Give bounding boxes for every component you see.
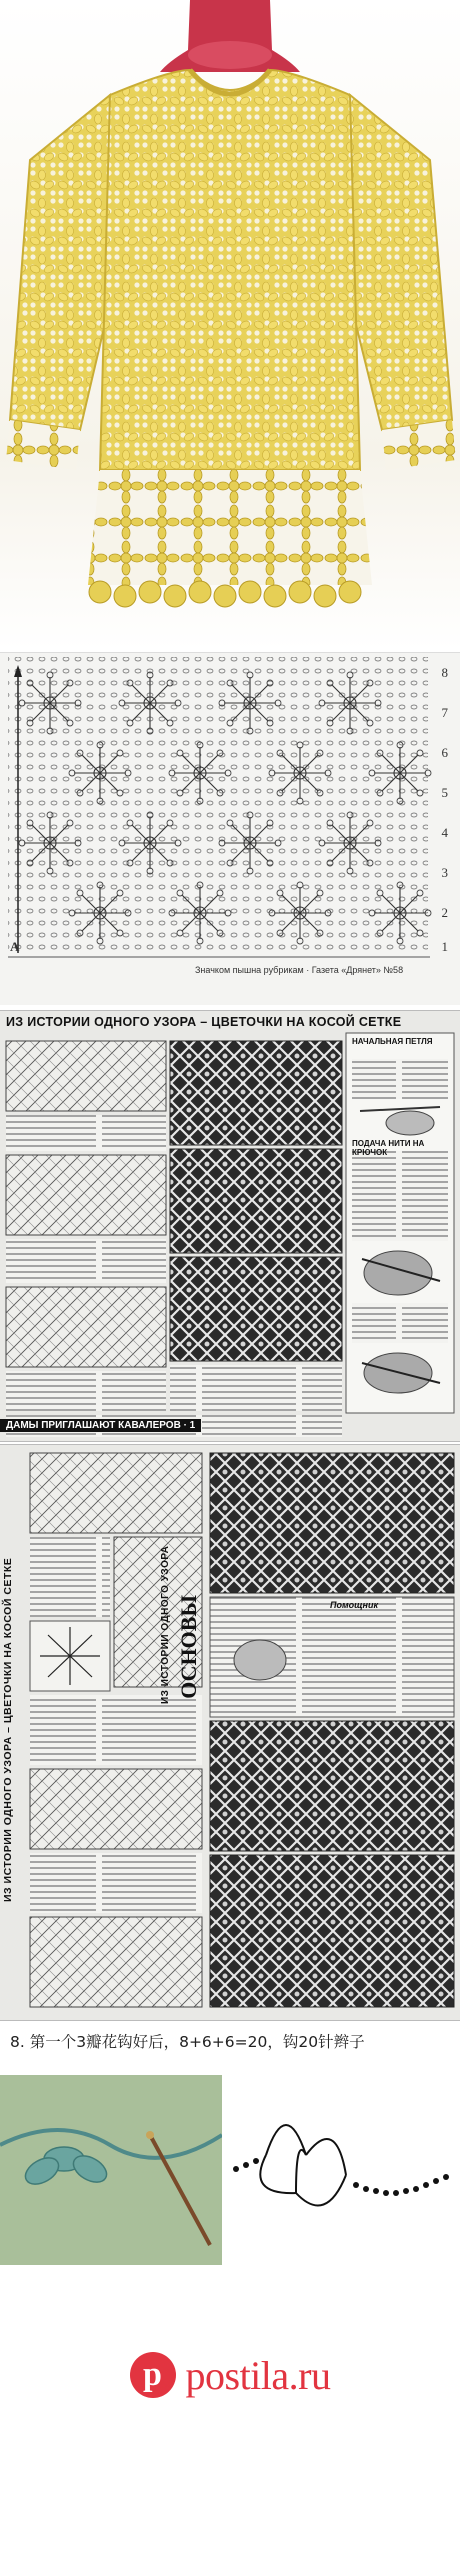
chart-caption: Значком пышна рубрикам · Газета «Дрянет» №58	[195, 965, 404, 975]
crochet-progress-photo	[0, 2075, 222, 2265]
row-number: 5	[441, 785, 448, 800]
site-logo-band	[0, 2340, 460, 2575]
hand-illustration	[234, 1640, 286, 1680]
section-badge: ОСНОВЫ	[176, 1595, 201, 1699]
bottom-section	[0, 2075, 460, 2575]
product-photo	[0, 0, 460, 650]
vertical-title-inner: ИЗ ИСТОРИИ ОДНОГО УЗОРА	[160, 1545, 171, 1705]
site-logo[interactable]	[115, 2340, 345, 2410]
vertical-title: ИЗ ИСТОРИИ ОДНОГО УЗОРА – ЦВЕТОЧКИ НА КОСОЙ СЕТКЕ	[2, 1455, 26, 2005]
flower-motif-chart	[0, 653, 460, 1005]
row-number: 7	[441, 705, 448, 720]
row-number: 1	[441, 939, 448, 954]
row-number: 2	[441, 905, 448, 920]
crochet-top-illustration	[0, 0, 460, 650]
logo-text: postila.ru	[185, 2352, 331, 2398]
magazine-page-2	[0, 1444, 460, 2021]
row-number: 8	[441, 665, 448, 680]
insert-heading: Помощник	[330, 1600, 379, 1610]
side-heading: НАЧАЛЬНАЯ ПЕТЛЯ	[352, 1037, 433, 1046]
side-subheading: ПОДАЧА НИТИ НА КРЮЧОК	[352, 1139, 425, 1157]
row-number: 3	[441, 865, 448, 880]
green-yarn-photo	[0, 2075, 222, 2265]
radial-diagram	[30, 1621, 110, 1691]
petal-diagram	[226, 2075, 460, 2265]
logo-icon: p	[130, 2352, 176, 2398]
row-number: 6	[441, 745, 448, 760]
row-number: 4	[441, 825, 448, 840]
direction-letter: A	[10, 939, 20, 954]
magazine-page-2-graphics	[0, 1445, 460, 2020]
crochet-chart-scan	[0, 652, 460, 1005]
chart-diagram-photo	[226, 2075, 460, 2265]
magazine-page-1	[0, 1010, 460, 1442]
page-title: ИЗ ИСТОРИИ ОДНОГО УЗОРА – ЦВЕТОЧКИ НА КОСОЙ СЕТКЕ	[6, 1015, 402, 1029]
step-caption: 8. 第一个3瓣花钩好后，8+6+6=20，钩20针辫子	[0, 2028, 460, 2056]
page-footer: ДАМЫ ПРИГЛАШАЮТ КАВАЛЕРОВ · 1	[0, 1419, 201, 1432]
magazine-page-1-graphics	[0, 1011, 460, 1441]
